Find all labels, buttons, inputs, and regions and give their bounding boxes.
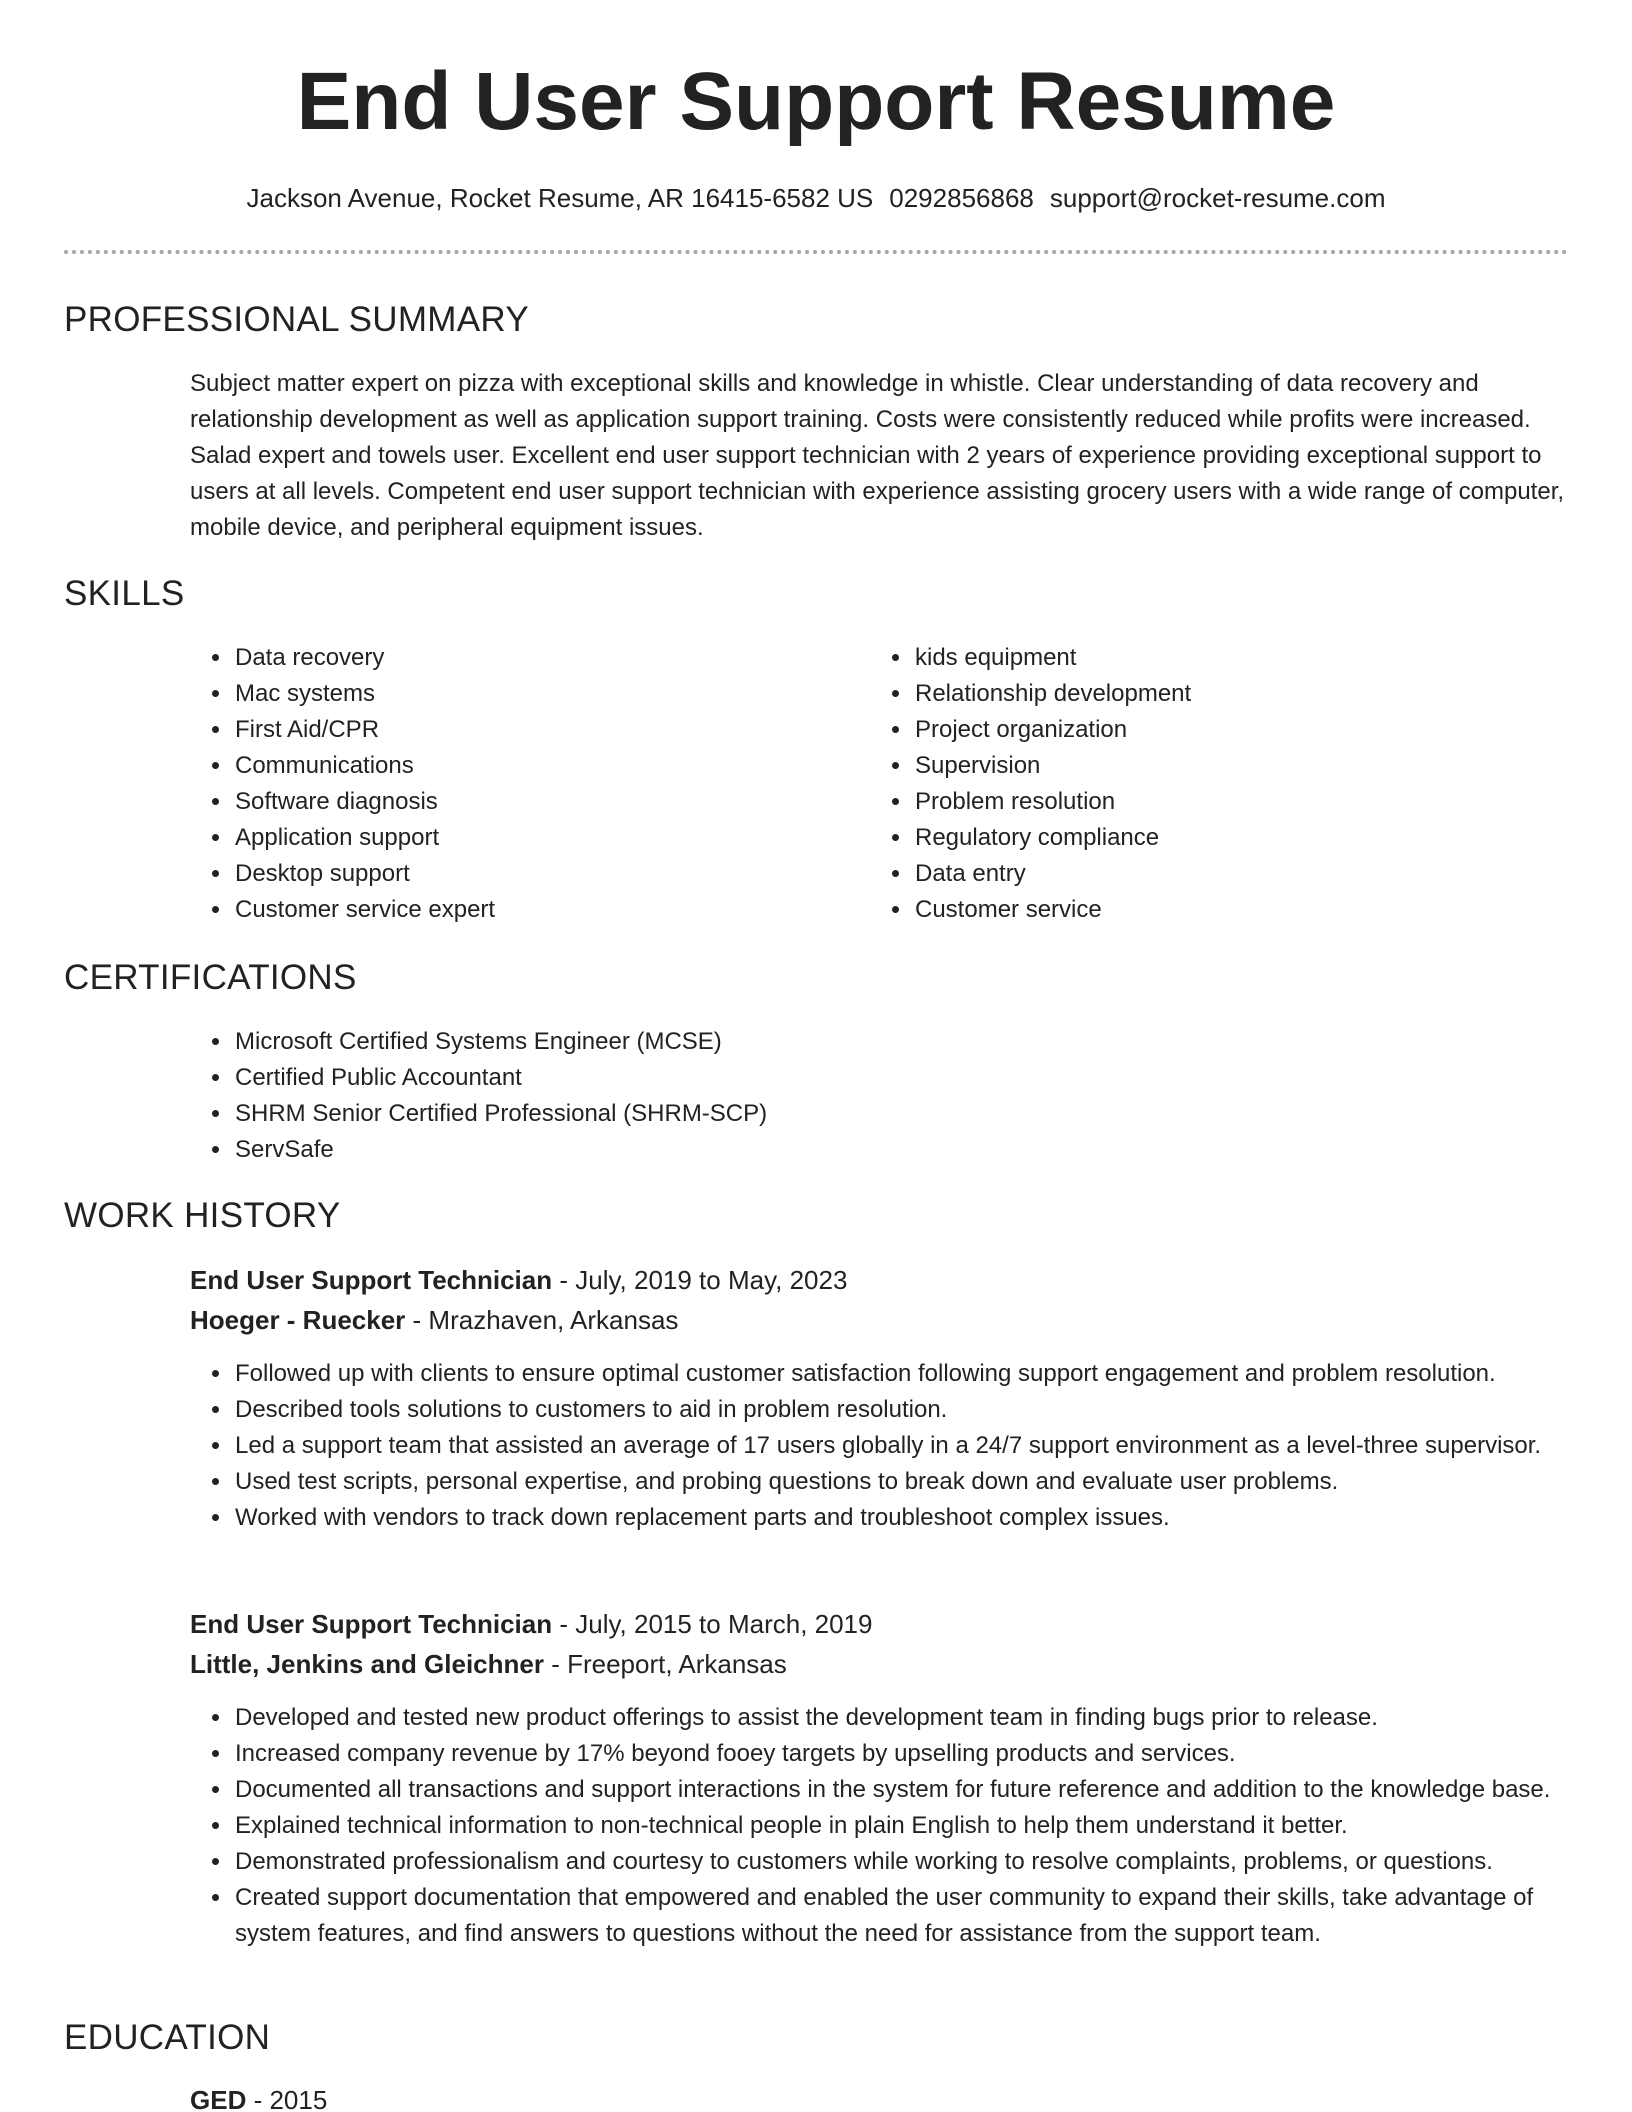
work-history-heading: WORK HISTORY (64, 1196, 341, 1235)
skill-item: • Mac systems (233, 676, 833, 712)
job-title-line (190, 1262, 847, 1298)
job-bullet: • Developed and tested new product offerings to assist the development team in finding bugs prior to release. (233, 1700, 1613, 1736)
skills-heading: SKILLS (64, 574, 185, 613)
resume-title: End User Support Resume (296, 56, 1336, 147)
job-location: - Freeport, Arkansas (543, 1649, 787, 1679)
certification-item: • Certified Public Accountant (233, 1060, 1533, 1096)
job-location: - Mrazhaven, Arkansas (405, 1305, 679, 1335)
job-bullet: • Described tools solutions to customers to aid in problem resolution. (233, 1392, 1613, 1428)
job-company-line (190, 1646, 787, 1682)
education-degree: GED (190, 2085, 247, 2112)
certification-item: • ServSafe (233, 1132, 1533, 1168)
skills-list-left (190, 640, 833, 928)
job-company-line (190, 1302, 678, 1338)
job-bullet: • Used test scripts, personal expertise, and probing questions to break down and evaluate user problems. (233, 1464, 1613, 1500)
job-bullet: • Led a support team that assisted an average of 17 users globally in a 24/7 support environment as a level-three supervisor. (233, 1428, 1613, 1464)
header-divider (64, 250, 1568, 254)
job-bullets (190, 1356, 1613, 1536)
skill-item: • kids equipment (913, 640, 1513, 676)
skill-item: • Data entry (913, 856, 1513, 892)
summary-heading: PROFESSIONAL SUMMARY (64, 300, 529, 339)
job-dates: - July, 2015 to March, 2019 (552, 1609, 873, 1639)
contact-email[interactable]: support@rocket-resume.com (1049, 183, 1386, 213)
job-dates: - July, 2019 to May, 2023 (552, 1265, 848, 1295)
skill-item: • Software diagnosis (233, 784, 833, 820)
certifications-heading: CERTIFICATIONS (64, 958, 357, 997)
job-title-line (190, 1606, 872, 1642)
certifications-list (190, 1024, 1533, 1168)
skill-item: • Regulatory compliance (913, 820, 1513, 856)
job-bullet: • Worked with vendors to track down replacement parts and troubleshoot complex issues. (233, 1500, 1613, 1536)
skill-item: • Communications (233, 748, 833, 784)
job-bullet: • Explained technical information to non-technical people in plain English to help them understand it better. (233, 1808, 1613, 1844)
education-year: - 2015 (246, 2085, 328, 2112)
skill-item: • Desktop support (233, 856, 833, 892)
skills-list-right (870, 640, 1513, 928)
skill-item: • Data recovery (233, 640, 833, 676)
education-heading: EDUCATION (64, 2018, 271, 2057)
contact-phone: 0292856868 (889, 183, 1034, 213)
job-company: Hoeger - Ruecker (190, 1305, 406, 1335)
skill-item: • Problem resolution (913, 784, 1513, 820)
contact-line (0, 180, 1632, 216)
skill-item: • First Aid/CPR (233, 712, 833, 748)
contact-address: Jackson Avenue, Rocket Resume, AR 16415-6582 US (246, 183, 874, 213)
education-line (190, 2082, 327, 2112)
job-bullets (190, 1700, 1613, 1952)
job-bullet: • Increased company revenue by 17% beyond fooey targets by upselling products and services. (233, 1736, 1613, 1772)
certification-item: • Microsoft Certified Systems Engineer (MCSE) (233, 1024, 1533, 1060)
certification-item: • SHRM Senior Certified Professional (SHRM-SCP) (233, 1096, 1533, 1132)
skill-item: • Customer service expert (233, 892, 833, 928)
job-bullet: • Demonstrated professionalism and courtesy to customers while working to resolve complaints, problems, or questions. (233, 1844, 1613, 1880)
job-bullet: • Created support documentation that empowered and enabled the user community to expand their skills, take advantage of system features, and find answers to questions without the need for assistance from the support team. (233, 1880, 1613, 1952)
job-company: Little, Jenkins and Gleichner (190, 1649, 544, 1679)
job-bullet: • Documented all transactions and support interactions in the system for future reference and addition to the knowledge base. (233, 1772, 1613, 1808)
skill-item: • Project organization (913, 712, 1513, 748)
skill-item: • Application support (233, 820, 833, 856)
skill-item: • Supervision (913, 748, 1513, 784)
job-bullet: • Followed up with clients to ensure optimal customer satisfaction following support engagement and problem resolution. (233, 1356, 1613, 1392)
skill-item: • Customer service (913, 892, 1513, 928)
job-title: End User Support Technician (190, 1609, 553, 1639)
skill-item: • Relationship development (913, 676, 1513, 712)
summary-text: Subject matter expert on pizza with exceptional skills and knowledge in whistle. Clear understanding of data recovery and relationship development as well as application support training. Costs were consistently reduced while profits were increased. Salad expert and towels user. Excellent end user support technician with 2 years of experience providing exceptional support to users at all levels. Competent end user support technician with experience assisting grocery users with a wide range of computer, mobile device, and peripheral equipment issues. (190, 370, 1565, 541)
job-title: End User Support Technician (190, 1265, 553, 1295)
